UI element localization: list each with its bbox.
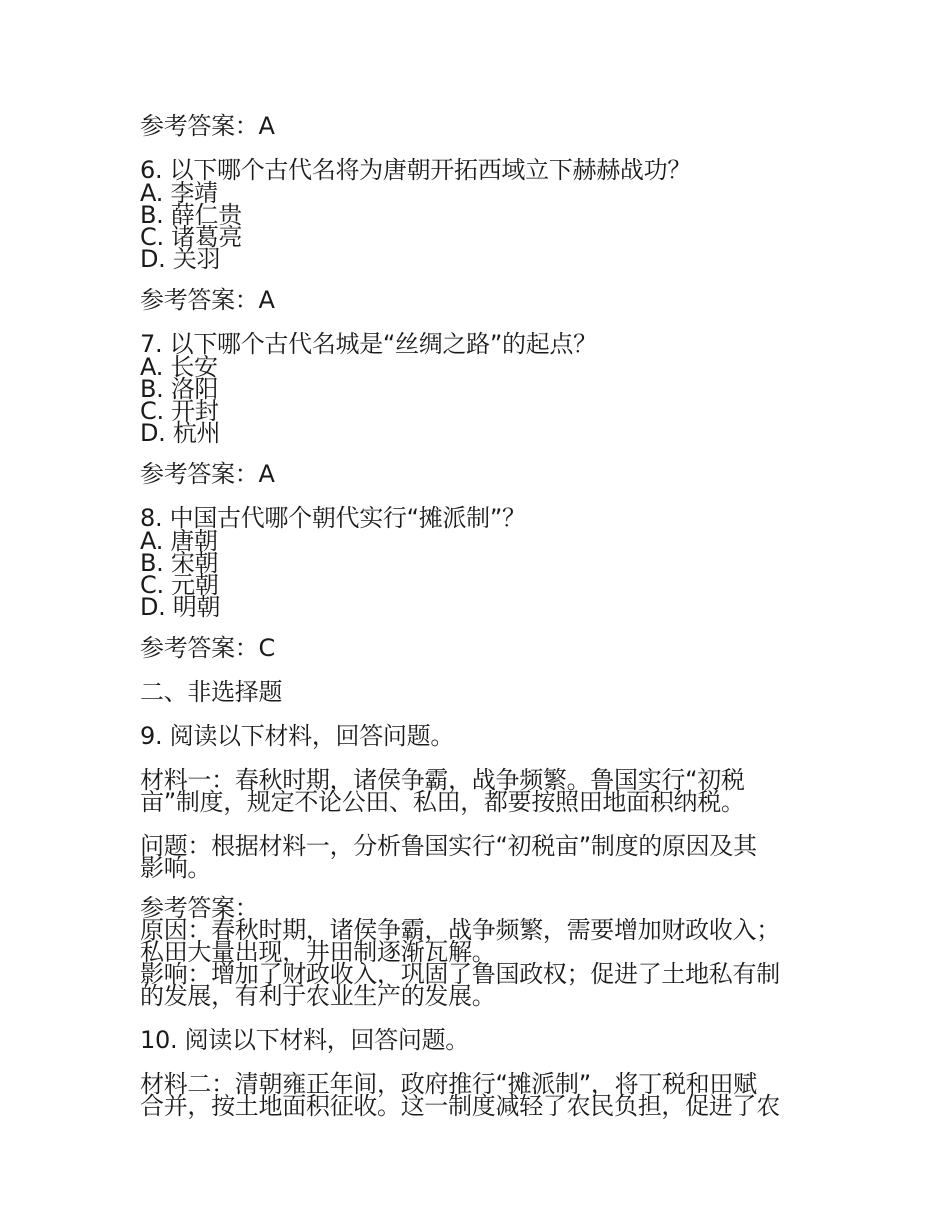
q9-question-line-2: 影响。 — [140, 854, 212, 882]
q9-answer-line-4: 的发展，有利于农业生产的发展。 — [140, 982, 496, 1010]
q9-material-line-1: 材料一：春秋时期，诸侯争霸，战争频繁。鲁国实行“初税 — [140, 766, 745, 794]
q8-option-d: D. 明朝 — [140, 593, 221, 621]
answer-q7: 参考答案：A — [140, 460, 275, 488]
q7-option-b: B. 洛阳 — [140, 375, 219, 403]
q8-option-b: B. 宋朝 — [140, 549, 219, 577]
question-9-title: 9. 阅读以下材料，回答问题。 — [140, 722, 455, 750]
answer-q5: 参考答案：A — [140, 112, 275, 140]
q7-option-c: C. 开封 — [140, 397, 219, 425]
q7-option-d: D. 杭州 — [140, 419, 221, 447]
answer-q6: 参考答案：A — [140, 286, 275, 314]
question-8: 8. 中国古代哪个朝代实行“摊派制”？ — [140, 504, 526, 532]
q6-option-d: D. 关羽 — [140, 245, 221, 273]
q7-option-a: A. 长安 — [140, 353, 218, 381]
q9-answer-label: 参考答案： — [140, 894, 259, 922]
q9-answer-line-1: 原因：春秋时期，诸侯争霸，战争频繁，需要增加财政收入； — [140, 916, 780, 944]
q6-option-c: C. 诸葛亮 — [140, 223, 243, 251]
q9-answer-line-2: 私田大量出现，井田制逐渐瓦解。 — [140, 938, 496, 966]
q9-answer-line-3: 影响：增加了财政收入，巩固了鲁国政权；促进了土地私有制 — [140, 960, 780, 988]
question-6: 6. 以下哪个古代名将为唐朝开拓西域立下赫赫战功？ — [140, 156, 692, 184]
q10-material-line-1: 材料二：清朝雍正年间，政府推行“摊派制”，将丁税和田赋 — [140, 1070, 757, 1098]
q8-option-a: A. 唐朝 — [140, 527, 218, 555]
q6-option-b: B. 薛仁贵 — [140, 201, 242, 229]
question-10-title: 10. 阅读以下材料，回答问题。 — [140, 1026, 469, 1054]
question-7: 7. 以下哪个古代名城是“丝绸之路”的起点？ — [140, 330, 597, 358]
q8-option-c: C. 元朝 — [140, 571, 219, 599]
q10-material-line-2: 合并，按土地面积征收。这一制度减轻了农民负担，促进了农 — [140, 1092, 780, 1120]
answer-q8: 参考答案：C — [140, 634, 275, 662]
q9-question-line-1: 问题：根据材料一，分析鲁国实行“初税亩”制度的原因及其 — [140, 832, 757, 860]
q6-option-a: A. 李靖 — [140, 179, 218, 207]
section-title-non-choice: 二、非选择题 — [140, 678, 283, 706]
q9-material-line-2: 亩”制度，规定不论公田、私田，都要按照田地面积纳税。 — [140, 788, 745, 816]
